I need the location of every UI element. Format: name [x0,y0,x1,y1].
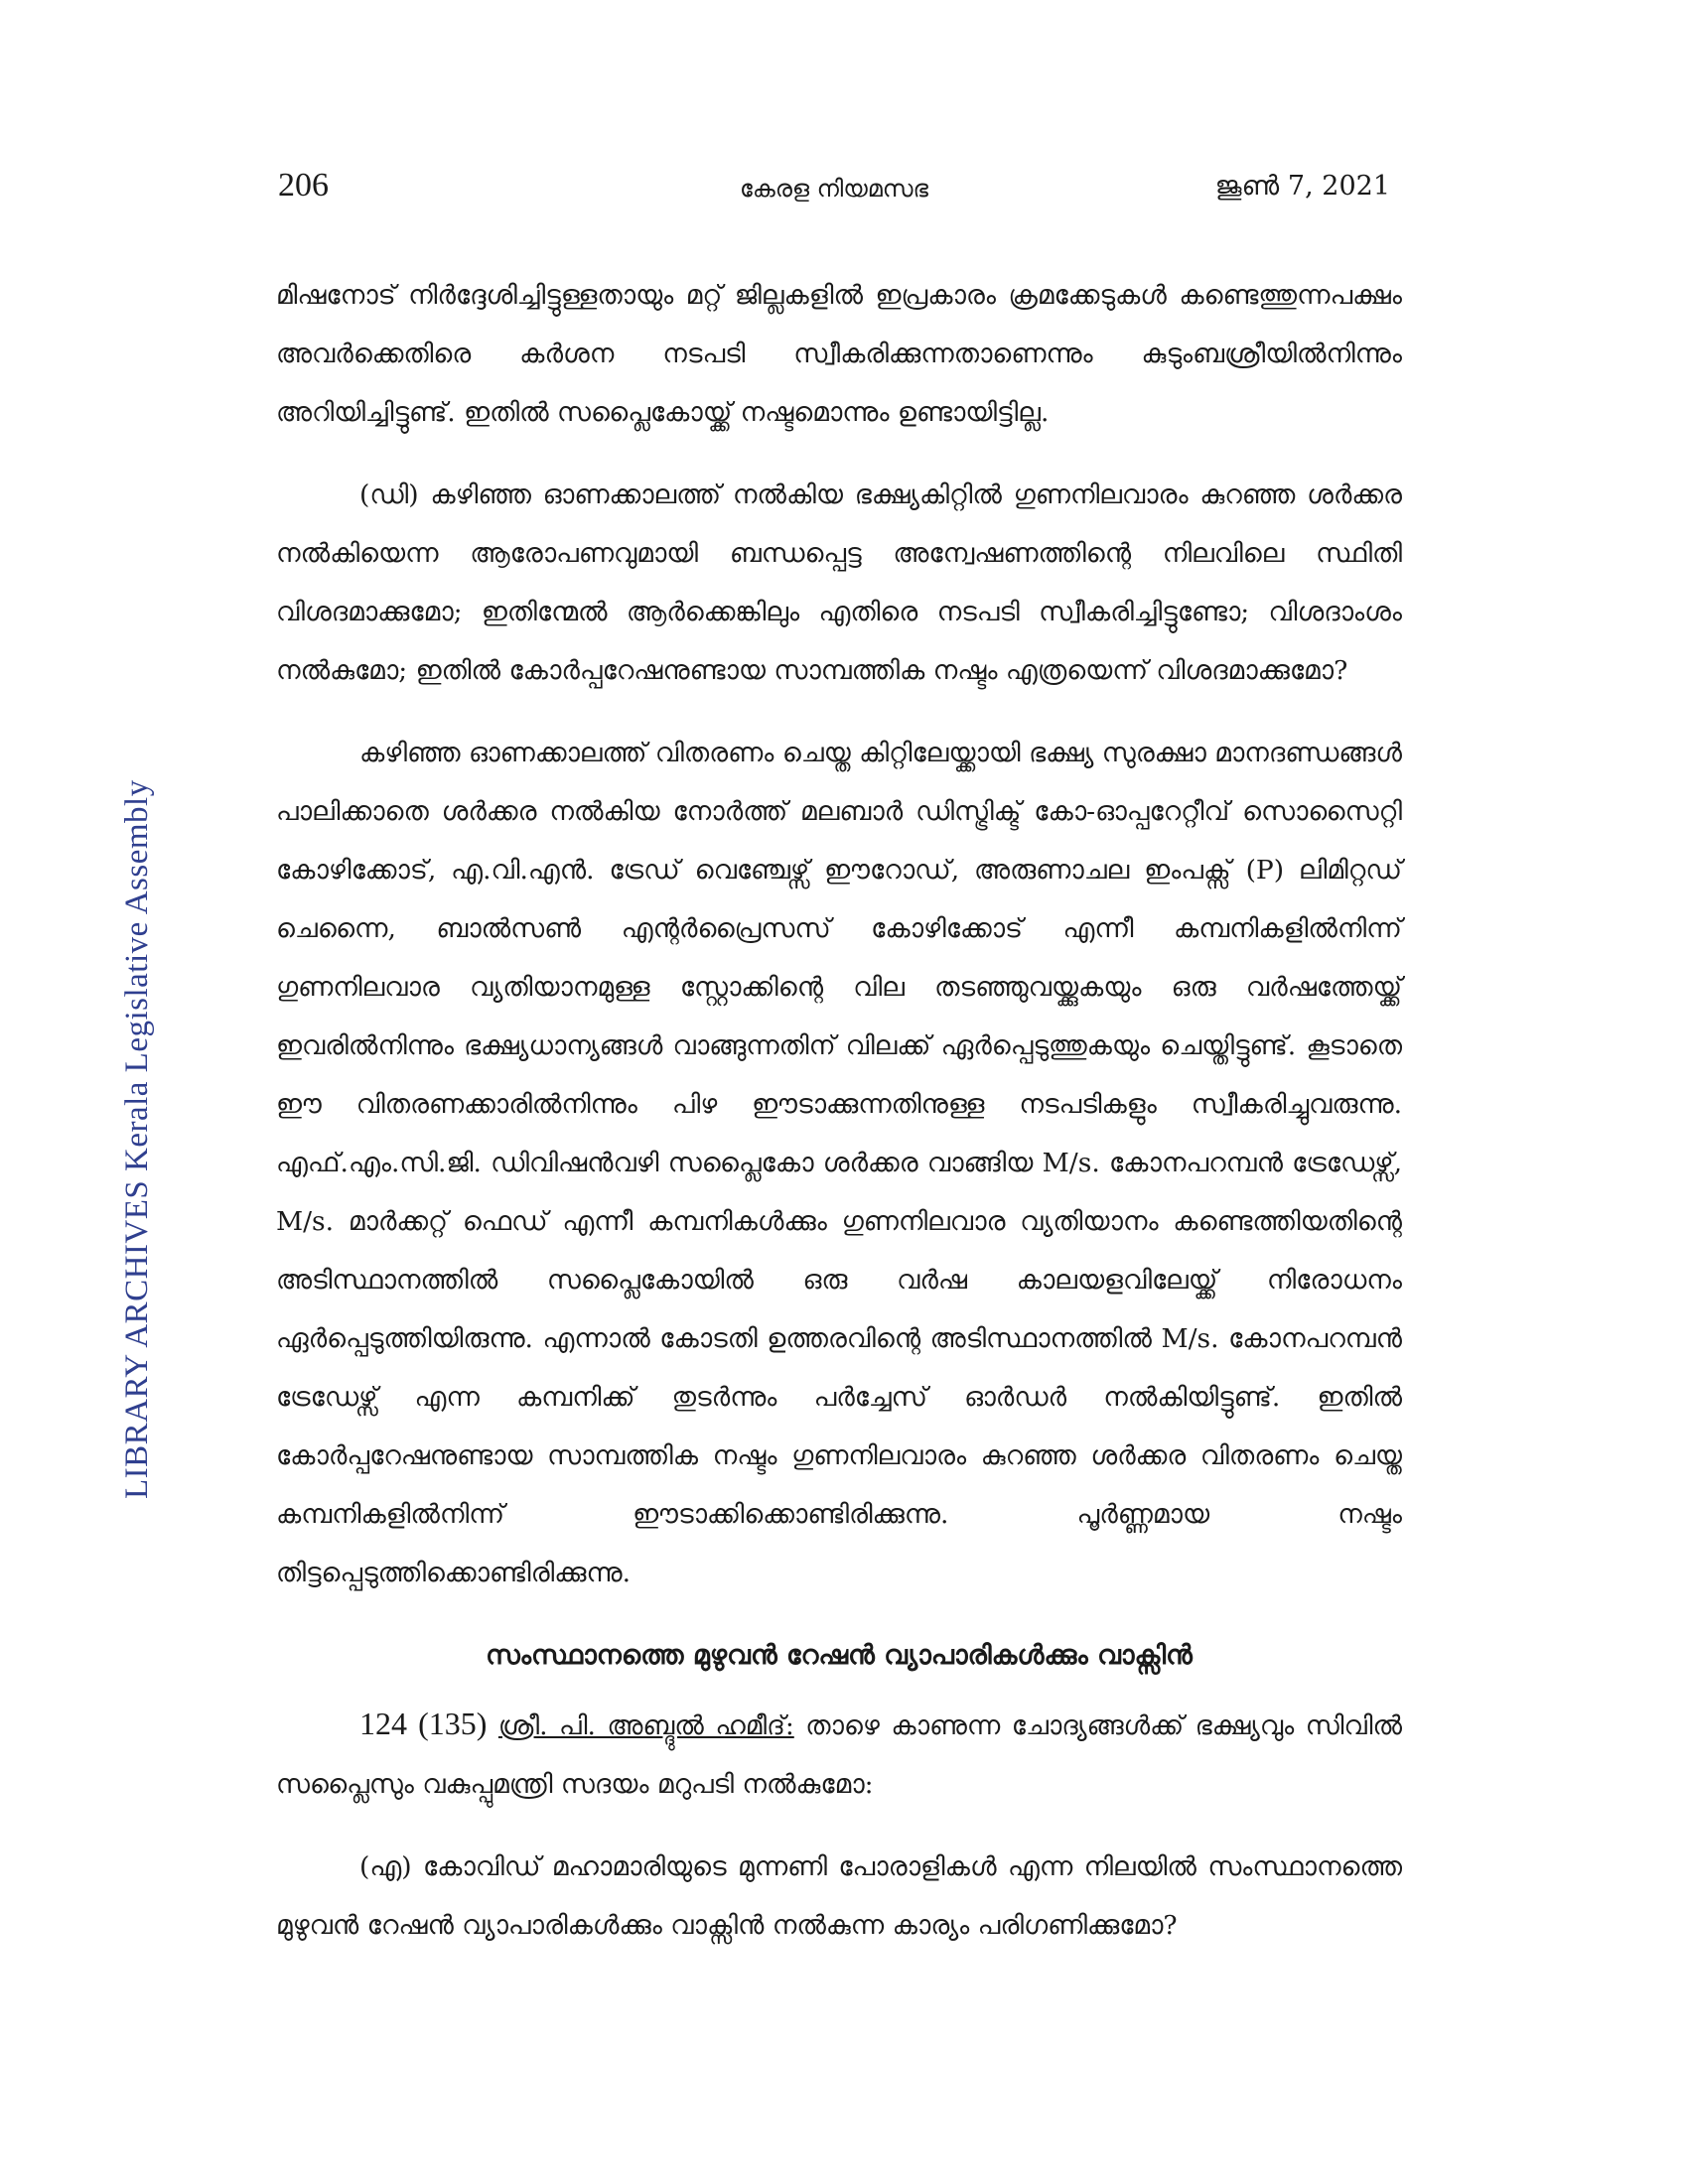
question-number: 124 (135) [359,1706,488,1741]
page-header [278,167,1390,216]
running-title: കേരള നിയമസഭ [739,175,929,203]
answer-continuation-paragraph: മിഷനോട് നിർദ്ദേശിച്ചിട്ടുള്ളതായും മറ്റ് ജില്ലകളിൽ ഇപ്രകാരം ക്രമക്കേടുകൾ കണ്ടെത്തുന്നപക്ഷം അവർക്കെതിരെ കർശന നടപടി സ്വീകരിക്കുന്നതാണെന്നും കുടുംബശ്രീയിൽനിന്നും അറിയിച്ചിട്ടുണ്ട്. ഇതിൽ സപ്ലൈകോയ്ക്ക് നഷ്ടമൊന്നും ഉണ്ടായിട്ടില്ല. [276,280,1402,428]
question-intro-paragraph [276,1695,1402,1814]
header-date: ജൂൺ 7, 2021 [1214,171,1390,202]
page-number: 206 [278,167,329,204]
question-d-paragraph: (ഡി) കഴിഞ്ഞ ഓണക്കാലത്ത് നൽകിയ ഭക്ഷ്യകിറ്റിൽ ഗുണനിലവാരം കുറഞ്ഞ ശർക്കര നൽകിയെന്ന ആരോപണവുമായി ബന്ധപ്പെട്ട അന്വേഷണത്തിന്റെ നിലവിലെ സ്ഥിതി വിശദമാക്കുമോ; ഇതിന്മേൽ ആർക്കെങ്കിലും എതിരെ നടപടി സ്വീകരിച്ചിട്ടുണ്ടോ; വിശദാംശം നൽകുമോ; ഇതിൽ കോർപ്പറേഷനുണ്ടായ സാമ്പത്തിക നഷ്ടം എത്രയെന്ന് വിശദമാക്കുമോ? [276,479,1402,686]
section-heading: സംസ്ഥാനത്തെ മുഴുവൻ റേഷൻ വ്യാപാരികൾക്കും വാക്സിൻ [486,1640,1193,1671]
document-body [276,266,1402,1979]
archive-watermark: LIBRARY ARCHIVES Kerala Legislative Assembly [119,779,155,1499]
answer-d-paragraph: കഴിഞ്ഞ ഓണക്കാലത്ത് വിതരണം ചെയ്ത കിറ്റിലേയ്ക്കായി ഭക്ഷ്യ സുരക്ഷാ മാനദണ്ഡങ്ങൾ പാലിക്കാതെ ശർക്കര നൽകിയ നോർത്ത് മലബാർ ഡിസ്ട്രിക്ട് കോ-ഓപ്പറേറ്റീവ് സൊസൈറ്റി കോഴിക്കോട്, എ.വി.എൻ. ട്രേഡ് വെഞ്ചേഴ്സ് ഈറോഡ്, അരുണാചല ഇംപക്സ് (P) ലിമിറ്റഡ് ചെന്നൈ, ബാൽസൺ എന്റർപ്രൈസസ് കോഴിക്കോട് എന്നീ കമ്പനികളിൽനിന്ന് ഗുണനിലവാര വ്യതിയാനമുള്ള സ്റ്റോക്കിന്റെ വില തടഞ്ഞുവയ്ക്കുകയും ഒരു വർഷത്തേയ്ക്ക് ഇവരിൽനിന്നും ഭക്ഷ്യധാന്യങ്ങൾ വാങ്ങുന്നതിന് വിലക്ക് ഏർപ്പെടുത്തുകയും ചെയ്തിട്ടുണ്ട്. കൂടാതെ ഈ വിതരണക്കാരിൽനിന്നും പിഴ ഈടാക്കുന്നതിനുള്ള നടപടികളും സ്വീകരിച്ചുവരുന്നു. എഫ്.എം.സി.ജി. ഡിവിഷൻവഴി സപ്ലൈകോ ശർക്കര വാങ്ങിയ M/s. കോനപറമ്പൻ ട്രേഡേഴ്സ്, M/s. മാർക്കറ്റ് ഫെഡ് എന്നീ കമ്പനികൾക്കും ഗുണനിലവാര വ്യതിയാനം കണ്ടെത്തിയതിന്റെ അടിസ്ഥാനത്തിൽ സപ്ലൈകോയിൽ ഒരു വർഷ കാലയളവിലേയ്ക്ക് നിരോധനം ഏർപ്പെടുത്തിയിരുന്നു. എന്നാൽ കോടതി ഉത്തരവിന്റെ അടിസ്ഥാനത്തിൽ M/s. കോനപറമ്പൻ ട്രേഡേഴ്സ് എന്ന കമ്പനിക്ക് തുടർന്നും പർച്ചേസ് ഓർഡർ നൽകിയിട്ടുണ്ട്. ഇതിൽ കോർപ്പറേഷനുണ്ടായ സാമ്പത്തിക നഷ്ടം ഗുണനിലവാരം കുറഞ്ഞ ശർക്കര വിതരണം ചെയ്ത കമ്പനികളിൽനിന്ന് ഈടാക്കിക്കൊണ്ടിരിക്കുന്നു. പൂർണ്ണമായ നഷ്ടം തിട്ടപ്പെടുത്തിക്കൊണ്ടിരിക്കുന്നു. [276,738,1402,1588]
question-intro-text: താഴെ കാണുന്ന ചോദ്യങ്ങൾക്ക് ഭക്ഷ്യവും സിവിൽ സപ്ലൈസും വകുപ്പുമന്ത്രി സദയം മറുപടി നൽകുമോ: [276,1710,1402,1800]
sub-question-a-paragraph: (എ) കോവിഡ് മഹാമാരിയുടെ മുന്നണി പോരാളികൾ എന്ന നിലയിൽ സംസ്ഥാനത്തെ മുഴുവൻ റേഷൻ വ്യാപാരികൾക്കും വാക്സിൻ നൽകുന്ന കാര്യം പരിഗണിക്കുമോ? [276,1851,1402,1941]
member-name: ശ്രീ. പി. അബ്ദുൽ ഹമീദ്: [497,1710,794,1741]
